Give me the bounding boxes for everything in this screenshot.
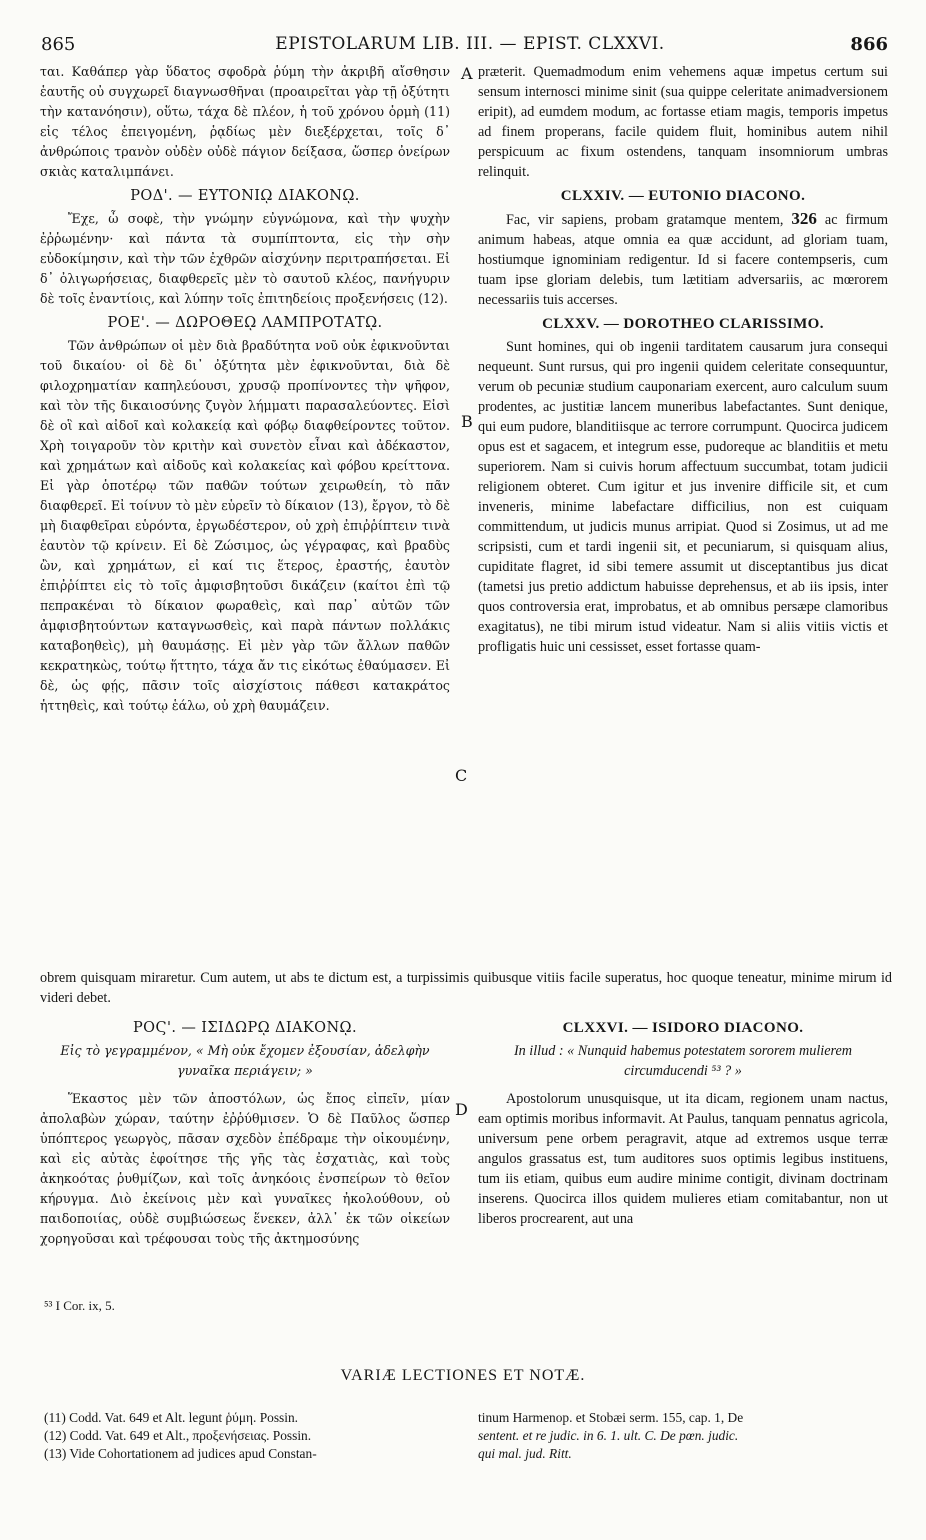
greek-intro: ται. Καθάπερ γὰρ ὕδατος σφοδρὰ ῥύμη τὴν ἀκριβῆ αἴσθησιν ἑαυτῆς οὐ συγχωρεῖ διαγνωσθῆναι (προαιρεῖται γὰρ τῇ ὀξύτητι τὴν κατανόησιν), οὕτω, τάχα δὲ πλέον, ἡ τοῦ χρόνου ὁρμὴ (11) εἰς τέλος ἐπειγομένη, ῥᾳδίως μὲν διεξέρχεται, τοῖς δ᾽ ἀνθρώποις τρανὸν οὐδὲν οὐδὲ πάγιον δείξασα, ὥσπερ ὀνείρων σκιὰς καταλιμπάνει. <box>40 64 450 179</box>
latin-column-top <box>478 62 888 657</box>
latin-full-width-line: obrem quisquam miraretur. Cum autem, ut abs te dictum est, a turpissimis quibusque vitiis facile superatus, hoc quoque teneatur, minime mirum id videri debet. <box>40 970 892 1006</box>
greek-letter-175: Τῶν ἀνθρώπων οἱ μὲν διὰ βραδύτητα νοῦ οὐκ ἐφικνοῦνται τοῦ δικαίου· οἱ δὲ δι᾽ ὀξύτητα μὲν ἐφικνοῦνται, διὰ δὲ φιλοχρηματίαν καπηλεύουσι, χρυσῷ προπίνοντες τὴν ψῆφον, καὶ τὸν τῆς δικαιοσύνης ζυγὸν λήμματι παρασαλεύοντες. Εἰσὶ δὲ οἳ καὶ αἰδοῖ καὶ κολακείᾳ καὶ φόβῳ διαφθείροντες τοῦτον. Χρὴ τοιγαροῦν τὸν κριτὴν καὶ συνετὸν εἶναι καὶ ἀδέκαστον, καὶ χρημάτων καὶ αἰδοῦς καὶ κολακείας καὶ φόβου κρείττονα. Εἰ γὰρ ὁποτέρῳ τῶν παθῶν τούτων χειρωθείη, τὸ πᾶν διαφθερεῖ. Εἰ τοίνυν τὸ μὲν εὑρεῖν τὸ δίκαιον (13), ἔργον, τὸ δὲ μὴ διαφθεῖραι εὑρόντα, ἐργωδέστερον, οὐ χρὴ ἐπιῤῥίπτειν τινὰ ἑαυτὸν τῷ κρίνειν. Εἰ δὲ Ζώσιμος, ὡς γέγραφας, καὶ βραδὺς ὢν, καὶ χρημάτων, εἰ καί τις ἕτερος, ἐραστής, ἑαυτὸν ἐπιῤῥίπτει εἰς τὸ τοῖς ἀμφισβητοῦσι δικάζειν (καίτοι ἐπὶ τῷ πεπρακέναι τὸ δίκαιον φωραθεὶς, καὶ παρ᾽ αὐτῶν τῶν ἀμφισβητούντων καταγνωσθεὶς, καὶ παρὰ πάντων πολλάκις καταβοηθεὶς), μὴ θαυμάσῃς. Εἰ μὲν γὰρ τῶν ἄλλων παθῶν κεκρατηκὼς, τούτῳ ἥττητο, τάχα ἄν τις εἰκότως ἐθαύμασεν. Εἰ δὲ, ὡς φῄς, πᾶσιν τοῖς αἰσχίστοις πάθεσι κατακράτος ἡττηθεὶς, καὶ τούτῳ ἑάλω, οὐ χρὴ θαυμάζειν. <box>40 338 450 713</box>
greek-heading-175: ΡΟΕ'. — ΔΩΡΟΘΕῼ ΛΑΜΠΡΟΤΑΤῼ. <box>107 315 383 331</box>
note-13: (13) Vide Cohortationem ad judices apud Constan- <box>44 1446 317 1461</box>
note-12: (12) Codd. Vat. 649 et Alt., προξενήσειας. Possin. <box>44 1428 312 1443</box>
latin-column-bottom <box>478 1014 888 1229</box>
notes-right <box>478 1409 890 1463</box>
footnote: ⁵³ I Cor. ix, 5. <box>44 1298 115 1313</box>
notes-left <box>44 1409 454 1463</box>
latin-subtitle-176: In illud : « Nunquid habemus potestatem sororem mulierem circumducendi ⁵³ ? » <box>513 1043 853 1079</box>
margin-letter-d: D <box>455 1100 468 1119</box>
running-title: EPISTOLARUM LIB. III. — EPIST. CLXXVI. <box>275 34 665 54</box>
latin-letter-176: Apostolorum unusquisque, ut ita dicam, regionem unam nactus, eam optimis moribus informavit. At Paulus, tanquam pennatus agricola, universum pene orbem peragravit, atque ad extremos usque terræ angulos grassatus est, tum auditores suos optimis legibus instituens, tum iis etiam, quibus eum audire minime contigit, divinam doctrinam inserens. Quocirca illos quidem mulieres etiam comitabantur, non ut liberos procrearent, aut una <box>478 1091 888 1227</box>
latin-heading-175: CLXXV. — DOROTHEO CLARISSIMO. <box>542 316 824 332</box>
margin-letter-b: B <box>461 412 473 431</box>
page-number-right: 866 <box>850 34 888 55</box>
greek-subtitle-176: Εἰς τὸ γεγραμμένον, « Μὴ οὐκ ἔχομεν ἐξουσίαν, ἀδελφὴν γυναῖκα περιάγειν; » <box>60 1043 430 1078</box>
greek-letter-176: Ἕκαστος μὲν τῶν ἀποστόλων, ὡς ἔπος εἰπεῖν, μίαν ἀπολαβὼν χώραν, ταύτην ἐῤῥύθμισεν. Ὁ δὲ Παῦλος ὥσπερ ὑπόπτερος γεωργὸς, πᾶσαν σχεδὸν ἐπέδραμε τὴν οἰκουμένην, καὶ εἰς αὐτὰς ἐφοίτησε τῆς γῆς τὰς ἐσχατιὰς, καὶ τοὺς ἀκηκοότας ῥυθμίζων, καὶ τοῖς ἀνηκόοις ἐνσπείρων τὸ θεῖον κήρυγμα. Διὸ ἐκείνοις μὲν καὶ γυναῖκες ἠκολούθουν, οὐ παιδοποιίας, οὐδὲ συμβιώσεως ἕνεκεν, ἀλλ᾽ ἐκ τῶν οἰκείων χορηγοῦσαι καὶ τρέφουσαι τοὺς τῆς ἀκτημοσύνης <box>40 1091 450 1246</box>
latin-heading-176: CLXXVI. — ISIDORO DIACONO. <box>562 1020 804 1036</box>
latin-letter-175: Sunt homines, qui ob ingenii tarditatem causarum jura consequi nequeunt. Sunt rursus, qui pro ingenii quidem celeritate consequuntur, verum ob pecuniæ studium cauponariam exercent, auro calculum suum prodentes, ac justitiæ lancem muneribus labefactantes. Sunt denique, qui eum pudore, blanditiisque ac terrore corrumpunt. Quocirca judicem opus est et sagacem, et integrum esse, pudoreque ac blanditiis et metu superiorem. Nam si cuivis horum affectuum succumbat, totam judicii religionem obteret. Cum igitur et jus invenire difficile sit, et cum inveneris, minime labefactare difficilius, non est cuiquam committendum, ut judicis munus arripiat. Quod si Zosimus, ut ad me scripsisti, cum et tardi ingenii sit, et pecuniarum, si quisquam alius, cupiditate flagret, id sibi temere assumit ut disceptantibus jus dicat (tametsi jus pretio addictum habuisse deprehensus, et ab iis ipsis, inter quos controversia erat, improbatus, et ab omnibus persæpe clamoribus exagitatus), ne tibi mirum istud videatur. Nam si aliis vitiis victis et profligatis huic uni cessisset, esset fortasse quam- <box>478 339 888 655</box>
margin-letter-c: C <box>455 766 468 785</box>
latin-letter-174-rest: ac firmum animum habeas, atque omnia ea quæ accidunt, ad gloriam tuam, hostiumque ignominiam redigentur. Id si facere contempseris, cum tuam ipse gloriam delebis, tum lætitiam adversariis, ac mœrorem necessariis tuis accerses. <box>478 212 889 308</box>
latin-heading-174: CLXXIV. — EUTONIO DIACONO. <box>560 188 806 204</box>
margin-letter-a: A <box>461 64 473 83</box>
greek-column-bottom <box>40 1014 450 1249</box>
latin-letter-174-start: Fac, vir sapiens, probam gratamque mentem, <box>506 212 784 228</box>
greek-letter-174: Ἔχε, ὦ σοφὲ, τὴν γνώμην εὐγνώμονα, καὶ τὴν ψυχὴν ἐῤῥωμένην· καὶ πάντα τὰ συμπίπτοντα, εἰς τὴν σὴν εὐδοκίμησιν, καὶ τὴν τῶν ἐχθρῶν αἰσχύνην περιτραπήσεται. Εἰ δ᾽ ὀλιγωρήσειας, διαφθερεῖς μὲν τὸ σαυτοῦ κλέος, πανήγυριν δὲ τοῖς ἐναντίοις, καὶ λύπην τοῖς ἐπιτηδείοις προξενήσεις (12). <box>40 211 450 306</box>
latin-intro: præterit. Quemadmodum enim vehemens aquæ impetus certum sui sensum internosci minime sinit (sua quippe celeritate animadversionem eripit), ad eumdem modum, ac fortasse etiam magis, temporis impetus ad finem properans, facile quidem fluit, hominibus autem nihil perspicuum ac fixum ostendens, tanquam insomniorum umbras relinquit. <box>478 64 888 180</box>
greek-heading-176: ΡΟϚ'. — ΙΣΙΔΩΡῼ ΔΙΑΚΟΝῼ. <box>133 1020 357 1036</box>
greek-heading-174: ΡΟΔ'. — ΕΥΤΟΝΙῼ ΔΙΑΚΟΝῼ. <box>130 188 360 204</box>
note-13-cont-2: sentent. et re judic. in 6. 1. ult. C. De pœn. judic. <box>478 1428 739 1443</box>
note-13-cont-3: qui mal. jud. Ritt. <box>478 1446 572 1461</box>
variae-lectiones-heading: VARIÆ LECTIONES ET NOTÆ. <box>340 1367 586 1384</box>
page-number-left: 865 <box>41 34 76 55</box>
column-number-326: 326 <box>791 209 817 228</box>
running-header <box>0 34 926 58</box>
greek-column-top <box>40 62 450 716</box>
note-13-cont-1: tinum Harmenop. et Stobæi serm. 155, cap. 1, De <box>478 1410 744 1425</box>
note-11: (11) Codd. Vat. 649 et Alt. legunt ῥύμη. Possin. <box>44 1410 299 1425</box>
